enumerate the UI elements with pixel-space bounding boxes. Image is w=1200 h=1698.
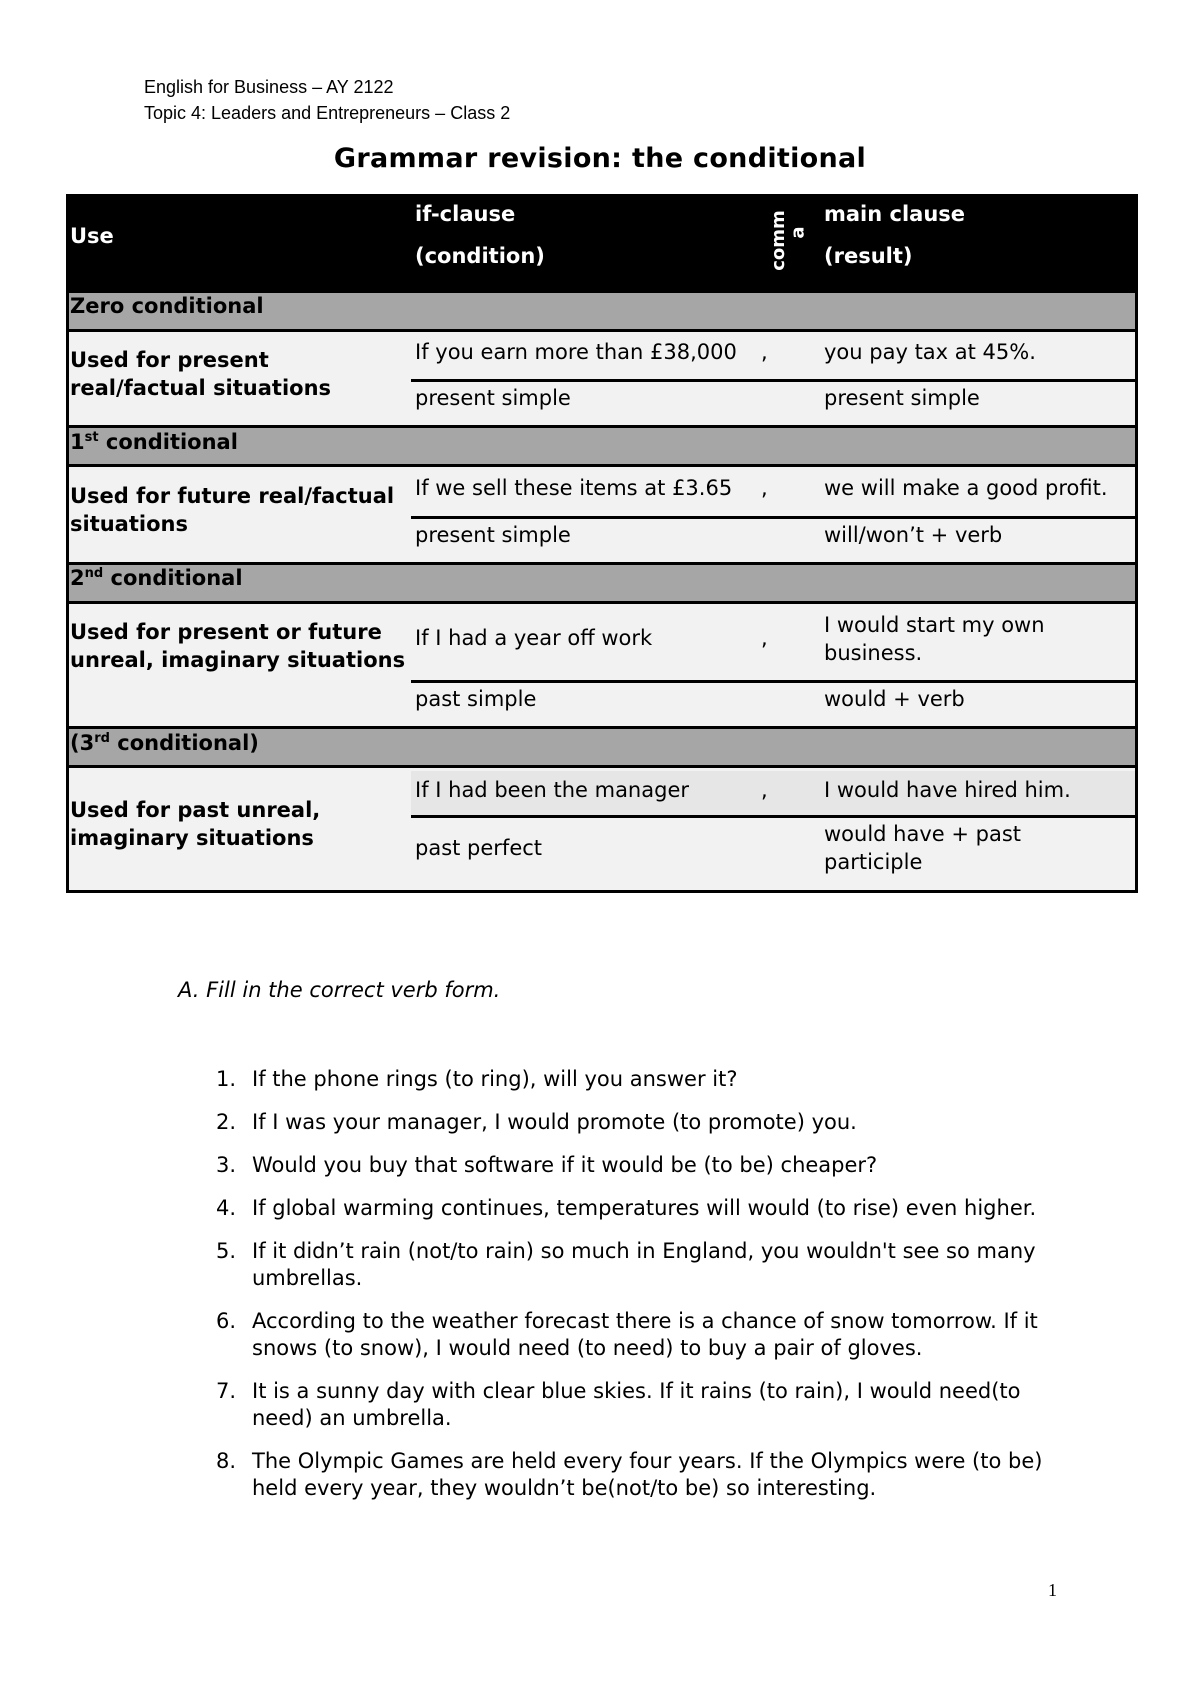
divider [411,815,1138,818]
list-item: 6. According to the weather forecast there is a chance of snow tomorrow. If it snows (to snow), I would need (to need) to buy a pair of gloves. [216,1309,1038,1360]
use-second: Used for present or future unreal, imaginary situations [70,620,406,672]
form-main-third: would have + past participle [824,822,1022,874]
list-item: 1. If the phone rings (to ring), will you answer it? [216,1067,738,1091]
list-item: 7. It is a sunny day with clear blue skies. If it rains (to rain), I would need(to need) an umbrella. [216,1379,1021,1430]
form-main-second: would + verb [824,687,965,711]
list-item: 4. If global warming continues, temperatures will would (to rise) even higher. [216,1196,1037,1220]
example-main-first: we will make a good profit. [824,476,1108,500]
divider [411,516,1138,519]
example-main-third: I would have hired him. [824,778,1071,802]
list-item: 3. Would you buy that software if it would be (to be) cheaper? [216,1153,878,1177]
page-title: Grammar revision: the conditional [333,143,867,174]
example-if-third: If I had been the manager [415,778,689,802]
exercise-title: A. Fill in the correct verb form. [178,978,501,1002]
header-main-clause: main clause [824,202,966,226]
header-comma-top: comm [767,210,789,271]
form-if-first: present simple [415,523,571,547]
use-zero: Used for present real/factual situations [70,348,332,400]
example-if-first: If we sell these items at £3.65 [415,476,733,500]
table-header-row [66,194,1138,290]
divider [411,680,1138,683]
page-number: 1 [1048,1580,1057,1600]
section-label-third: (3rd conditional) [70,731,259,755]
header-result: (result) [824,244,913,268]
comma-third: , [761,778,768,802]
list-item: 2. If I was your manager, I would promote (to promote) you. [216,1110,857,1134]
divider [411,379,1138,382]
exercise-list [210,1066,1060,1518]
topic-header: Topic 4: Leaders and Entrepreneurs – Class 2 [144,103,511,123]
section-label-second: 2nd conditional [70,566,243,590]
example-if-zero: If you earn more than £38,000 [415,340,737,364]
comma-first: , [761,476,768,500]
header-comma [762,198,809,286]
section-label-zero: Zero conditional [70,294,264,318]
header-use: Use [70,224,114,248]
comma-zero: , [761,340,768,364]
use-third: Used for past unreal, imaginary situations [70,798,321,850]
form-if-third: past perfect [415,836,543,860]
comma-second: , [761,626,768,650]
course-header: English for Business – AY 2122 [144,77,394,97]
form-if-zero: present simple [415,386,571,410]
header-condition: (condition) [415,244,545,268]
example-main-second: I would start my own business. [824,613,1045,665]
form-if-second: past simple [415,687,537,711]
example-if-second: If I had a year off work [415,626,653,650]
form-main-first: will/won’t + verb [824,523,1003,547]
header-comma-bottom: a [787,226,809,239]
list-item: 8. The Olympic Games are held every four years. If the Olympics were (to be) held every year, they wouldn’t be(not/to be) so interesting. [216,1449,1043,1500]
list-item: 5. If it didn’t rain (not/to rain) so much in England, you wouldn't see so many umbrellas. [216,1239,1036,1290]
form-main-zero: present simple [824,386,980,410]
use-first: Used for future real/factual situations [70,484,395,536]
example-main-zero: you pay tax at 45%. [824,340,1036,364]
header-if-clause: if-clause [415,202,516,226]
section-label-first: 1st conditional [70,430,238,454]
